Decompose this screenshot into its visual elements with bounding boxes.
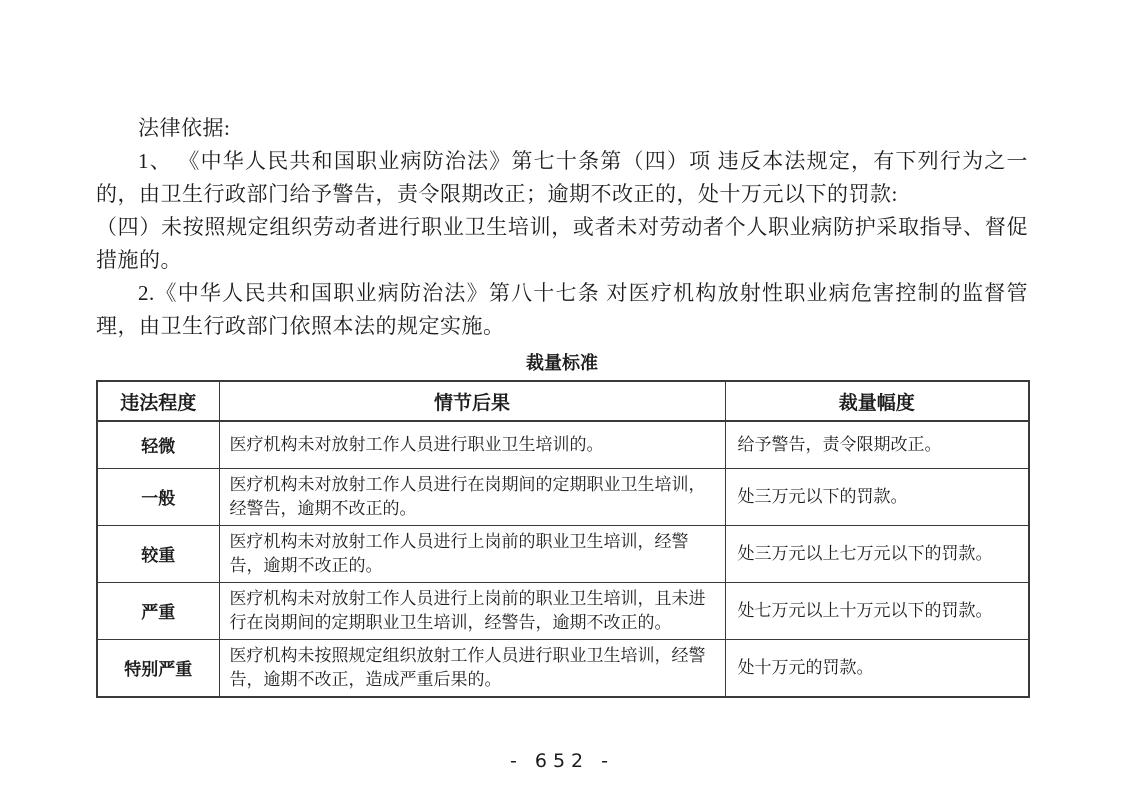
paragraph-law-article-87: 2.《中华人民共和国职业病防治法》第八十七条 对医疗机构放射性职业病危害控制的监督管理，由卫生行政部门依照本法的规定实施。	[96, 281, 1028, 338]
table-row	[97, 639, 1029, 697]
table-row	[97, 421, 1029, 468]
document-content	[96, 0, 1028, 772]
violation-degree-cell: 特别严重	[97, 639, 219, 697]
table-row	[97, 468, 1029, 525]
discretion-range-cell: 处三万元以上七万元以下的罚款。	[725, 525, 1029, 582]
circumstance-cell: 医疗机构未对放射工作人员进行上岗前的职业卫生培训，且未进行在岗期间的定期职业卫生培训，经警告，逾期不改正的。	[219, 582, 725, 639]
paragraph-item-four: （四）未按照规定组织劳动者进行职业卫生培训，或者未对劳动者个人职业病防护采取指导、督促措施的。	[96, 215, 1028, 272]
table-head	[97, 381, 1029, 421]
header-violation-degree: 违法程度	[97, 381, 219, 421]
circumstance-cell: 医疗机构未按照规定组织放射工作人员进行职业卫生培训，经警告，逾期不改正，造成严重后果的。	[219, 639, 725, 697]
header-discretion-range: 裁量幅度	[725, 381, 1029, 421]
violation-degree-cell: 一般	[97, 468, 219, 525]
table-header-row	[97, 381, 1029, 421]
legal-basis-section	[96, 0, 1028, 343]
paragraph-law-article-70: 1、 《中华人民共和国职业病防治法》第七十条第（四）项 违反本法规定，有下列行为之一的，由卫生行政部门给予警告，责令限期改正；逾期不改正的，处十万元以下的罚款:	[96, 149, 1028, 206]
discretion-range-cell: 给予警告，责令限期改正。	[725, 421, 1029, 468]
table-row	[97, 582, 1029, 639]
circumstance-cell: 医疗机构未对放射工作人员进行上岗前的职业卫生培训，经警告，逾期不改正的。	[219, 525, 725, 582]
header-circumstance-consequence: 情节后果	[219, 381, 725, 421]
table-body	[97, 421, 1029, 697]
table-title: 裁量标准	[526, 353, 598, 373]
violation-degree-cell: 严重	[97, 582, 219, 639]
table-row	[97, 525, 1029, 582]
discretion-range-cell: 处十万元的罚款。	[725, 639, 1029, 697]
discretion-standard-table	[96, 380, 1030, 698]
violation-degree-cell: 轻微	[97, 421, 219, 468]
legal-basis-heading: 法律依据:	[138, 116, 231, 140]
circumstance-cell: 医疗机构未对放射工作人员进行在岗期间的定期职业卫生培训，经警告，逾期不改正的。	[219, 468, 725, 525]
discretion-range-cell: 处三万元以下的罚款。	[725, 468, 1029, 525]
violation-degree-cell: 较重	[97, 525, 219, 582]
page-number: - 652 -	[509, 749, 615, 772]
circumstance-cell: 医疗机构未对放射工作人员进行职业卫生培训的。	[219, 421, 725, 468]
discretion-range-cell: 处七万元以上十万元以下的罚款。	[725, 582, 1029, 639]
